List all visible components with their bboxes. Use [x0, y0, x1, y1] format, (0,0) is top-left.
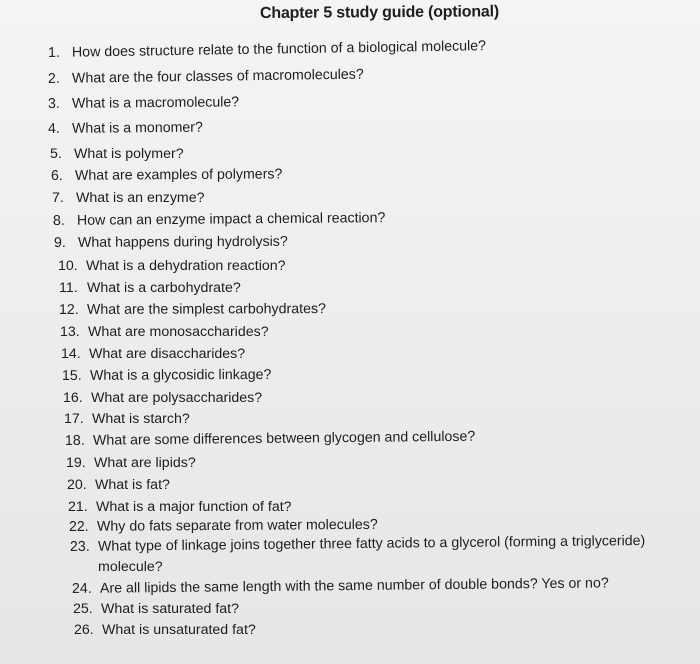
question-item [69, 516, 378, 536]
question-text: What is a monomer? [71, 119, 203, 137]
question-text: What is unsaturated fat? [102, 622, 256, 638]
question-item [52, 189, 205, 207]
question-number: 22. [68, 518, 89, 535]
question-text: What is a major function of fat? [96, 499, 292, 515]
question-text: Are all lipids the same length with the same number of double bonds? Yes or no? [99, 575, 609, 597]
question-text: What are some differences between glycogen and cellulose? [92, 428, 476, 449]
question-text: What are polysaccharides? [91, 390, 263, 406]
question-number: 2. [47, 70, 60, 87]
question-number: 9. [53, 234, 66, 251]
question-number: 14. [61, 346, 81, 362]
question-continuation: molecule? [98, 559, 163, 575]
question-number: 7. [52, 190, 64, 206]
question-number: 15. [61, 367, 82, 384]
question-item [68, 498, 292, 516]
question-number: 5. [50, 146, 62, 162]
question-text: What are the simplest carbohydrates? [86, 301, 326, 318]
question-number: 24. [71, 580, 92, 597]
question-text: What is a dehydration reaction? [86, 258, 286, 274]
question-text: What are monosaccharides? [88, 324, 269, 340]
question-text: What are the four classes of macromolecules? [71, 66, 364, 87]
question-item [59, 279, 241, 297]
question-number: 26. [74, 622, 94, 638]
question-text: What is saturated fat? [101, 601, 240, 617]
question-item [53, 209, 385, 230]
question-number: 12. [58, 301, 79, 318]
question-item [62, 366, 271, 385]
question-item [73, 600, 239, 618]
question-text: What is a macromolecule? [71, 94, 240, 112]
question-item [72, 574, 609, 598]
question-text: What are lipids? [94, 455, 196, 471]
question-item [48, 37, 486, 62]
question-text: What is polymer? [74, 146, 184, 162]
question-item [48, 119, 203, 138]
question-number: 21. [68, 499, 88, 515]
question-number: 4. [47, 120, 60, 137]
question-item [48, 66, 364, 88]
question-item [54, 233, 288, 252]
question-text: What is fat? [95, 477, 170, 493]
question-text: How can an enzyme impact a chemical reaction? [76, 210, 386, 229]
question-text: What are examples of polymers? [74, 166, 283, 184]
page-title: Chapter 5 study guide (optional) [259, 3, 499, 22]
question-item [70, 532, 645, 556]
question-item [61, 345, 245, 363]
question-number: 19. [66, 455, 86, 471]
question-number: 3. [47, 95, 60, 112]
question-number: 25. [73, 601, 93, 617]
question-number: 6. [50, 167, 63, 184]
question-item [59, 300, 326, 319]
question-number: 1. [47, 44, 60, 61]
question-number: 8. [52, 212, 65, 229]
question-text: How does structure relate to the function of a biological molecule? [71, 38, 487, 61]
question-item [74, 621, 256, 639]
question-number: 11. [59, 280, 78, 296]
question-text: What is a glycosidic linkage? [89, 366, 272, 384]
question-item [65, 428, 475, 450]
question-text: What is starch? [92, 411, 190, 427]
question-item [50, 145, 184, 163]
question-text: Why do fats separate from water molecules? [96, 516, 378, 535]
question-text: What is a carbohydrate? [87, 280, 241, 296]
question-number: 17. [64, 411, 84, 427]
question-item [48, 93, 239, 113]
question-number: 13. [60, 324, 80, 340]
question-number: 23. [69, 538, 90, 555]
question-item [66, 454, 196, 472]
question-text: What are disaccharides? [89, 346, 246, 362]
question-number: 16. [63, 390, 83, 406]
question-number: 20. [67, 477, 87, 493]
question-item [51, 165, 283, 185]
question-number: 10. [58, 258, 78, 274]
question-number: 18. [64, 432, 85, 449]
question-text: What happens during hydrolysis? [77, 233, 288, 251]
question-text: What type of linkage joins together three fatty acids to a glycerol (forming a triglyceride) [97, 532, 646, 555]
question-item [63, 389, 262, 407]
question-item [58, 257, 286, 275]
question-item [64, 410, 190, 428]
question-item [67, 476, 170, 494]
question-item [60, 323, 269, 341]
question-text: What is an enzyme? [76, 190, 205, 206]
